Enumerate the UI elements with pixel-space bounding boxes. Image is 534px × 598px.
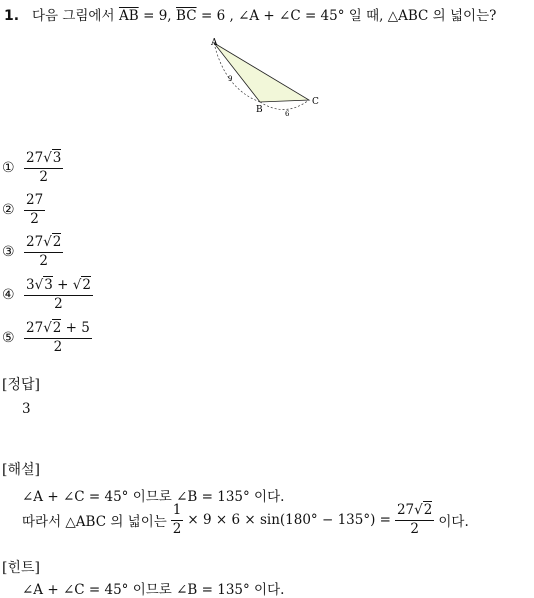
hint-label: [힌트] [2,560,40,576]
label-ab-length: 9 [228,75,233,83]
label-c: C [312,97,319,107]
choice-4-fraction: $\frac{3√3 + √2}{2}$ [26,277,91,312]
choice-5[interactable] [2,321,92,355]
question [4,4,496,24]
label-b: B [256,105,263,115]
choice-3[interactable] [2,235,63,269]
solution-label: [해설] [2,462,40,478]
label-bc-length: 6 [285,110,290,118]
choice-2[interactable] [2,193,45,227]
hint-line-1: ∠A + ∠C = 45° 이므로 ∠B = 135° 이다. [22,582,285,598]
choice-mark: ① [2,160,15,177]
half-fraction: $\frac{1}{2}$ [172,502,182,537]
choice-mark: ⑤ [2,330,15,347]
choice-5-fraction: $\frac{27√2 + 5}{2}$ [26,320,90,355]
solution-line-2: 따라서 △ABC 의 넓이는 $\frac{1}{2}$ × 9 × 6 × sin(180° − 135°) = $\frac{27√2}{2}$ 이다. [22,502,469,537]
answer-value: 3 [22,401,31,417]
choice-1[interactable] [2,151,63,185]
choice-3-fraction: $\frac{27√2}{2}$ [26,234,62,269]
choice-mark: ④ [2,287,15,304]
choice-1-fraction: $\frac{27√3}{2}$ [26,150,62,185]
choice-mark: ② [2,202,15,219]
label-a: A [211,38,218,48]
choice-4[interactable] [2,278,93,312]
question-text-before: 다음 그림에서 [31,8,115,24]
triangle-figure [205,34,330,120]
choice-2-fraction: $\frac{27}{2}$ [26,192,44,227]
result-fraction: $\frac{27√2}{2}$ [396,502,433,537]
question-text-mid1: = 9, [143,8,172,24]
solution-line-1: ∠A + ∠C = 45° 이므로 ∠B = 135° 이다. [22,489,285,505]
question-number: 1. [4,8,20,24]
choice-mark: ③ [2,244,15,261]
answer-label: [정답] [2,377,40,393]
segment-bc: $\overline{BC}$ [176,8,197,24]
question-text-mid2: = 6 , ∠A + ∠C = 45° 일 때, △ABC 의 넓이는? [201,8,497,24]
triangle-fill [214,43,309,102]
segment-ab: $\overline{AB}$ [118,8,139,24]
